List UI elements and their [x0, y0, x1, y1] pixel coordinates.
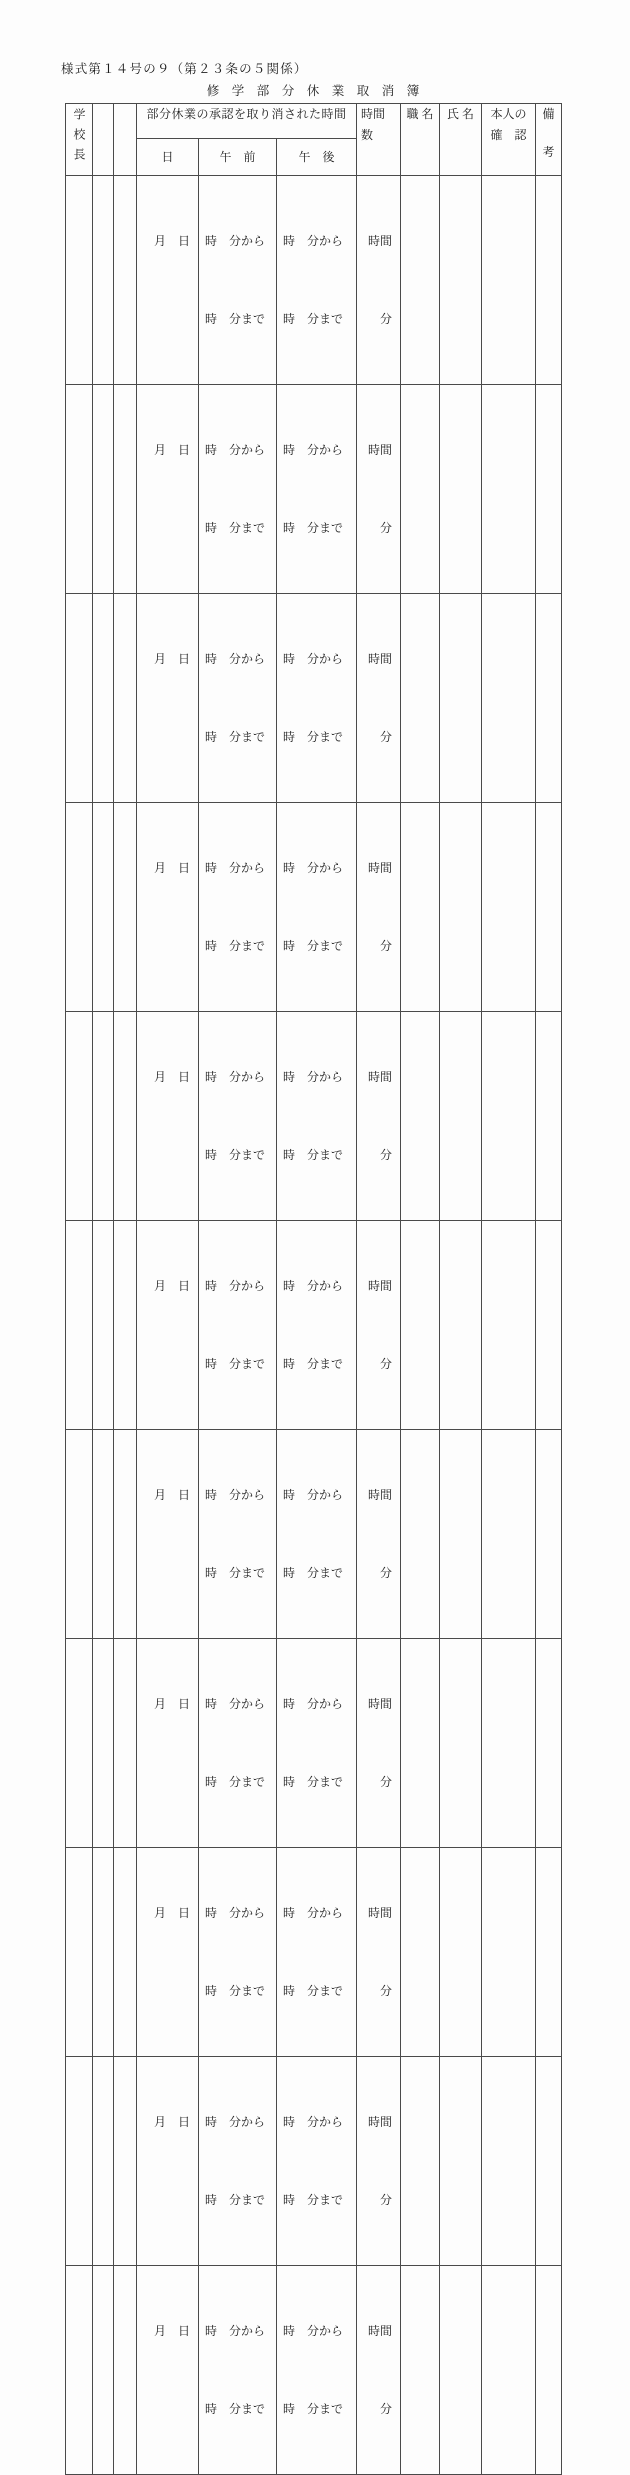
cell-pm-time — [277, 1221, 357, 1430]
pm-time-to: 時 分まで — [283, 2402, 344, 2416]
table-row — [66, 2266, 562, 2475]
date-placeholder: 月 日 — [153, 2324, 190, 2338]
cell-hours-total — [357, 1221, 401, 1430]
date-placeholder: 月 日 — [153, 861, 190, 875]
pm-time-from: 時 分から — [283, 861, 344, 875]
cell-principal-seal — [66, 1430, 93, 1639]
date-placeholder: 月 日 — [153, 443, 190, 457]
pm-time-to: 時 分まで — [283, 1148, 344, 1162]
am-time-from: 時 分から — [205, 861, 266, 875]
header-self-confirmation — [482, 104, 536, 176]
am-time-from: 時 分から — [205, 1070, 266, 1084]
cell-remarks — [536, 1430, 562, 1639]
cell-pm-time — [277, 803, 357, 1012]
pm-time-to: 時 分まで — [283, 1984, 344, 1998]
am-time-to: 時 分まで — [205, 730, 266, 744]
cell-remarks — [536, 2266, 562, 2475]
minutes-unit: 分 — [380, 1984, 393, 1998]
table-row — [66, 1012, 562, 1221]
date-placeholder: 月 日 — [153, 234, 190, 248]
cell-hours-total — [357, 2057, 401, 2266]
cell-confirmation — [482, 385, 536, 594]
pm-time-to: 時 分まで — [283, 939, 344, 953]
hours-unit: 時間 — [368, 1906, 393, 1920]
cell-blank-1 — [93, 594, 114, 803]
cell-remarks — [536, 385, 562, 594]
header-sub-am: 午 前 — [199, 139, 277, 176]
cell-blank-1 — [93, 176, 114, 385]
header-row-1 — [66, 104, 562, 139]
cell-name — [440, 803, 482, 1012]
cell-confirmation — [482, 1848, 536, 2057]
cell-principal-seal — [66, 176, 93, 385]
cell-name — [440, 2057, 482, 2266]
hours-unit: 時間 — [368, 2324, 393, 2338]
cell-blank-2 — [114, 1848, 137, 2057]
cell-date — [137, 2057, 199, 2266]
cell-blank-2 — [114, 385, 137, 594]
cell-blank-1 — [93, 803, 114, 1012]
cell-blank-1 — [93, 1012, 114, 1221]
remarks-label — [536, 104, 561, 161]
minutes-unit: 分 — [380, 312, 393, 326]
am-time-to: 時 分まで — [205, 2402, 266, 2416]
cell-principal-seal — [66, 2057, 93, 2266]
pm-time-to: 時 分まで — [283, 1566, 344, 1580]
cell-hours-total — [357, 594, 401, 803]
cell-principal-seal — [66, 1012, 93, 1221]
am-time-to: 時 分まで — [205, 939, 266, 953]
remarks-line1: 備 — [542, 107, 555, 121]
table-row — [66, 1848, 562, 2057]
hours-unit: 時間 — [368, 443, 393, 457]
cell-blank-1 — [93, 1430, 114, 1639]
table-row — [66, 2057, 562, 2266]
minutes-unit: 分 — [380, 1775, 393, 1789]
cell-name — [440, 1848, 482, 2057]
date-placeholder: 月 日 — [153, 1070, 190, 1084]
cell-hours-total — [357, 1430, 401, 1639]
form-number-label: 様式第１４号の９（第２３条の５関係） — [61, 62, 308, 76]
table-row — [66, 176, 562, 385]
table-header — [66, 104, 562, 176]
cell-principal-seal — [66, 1221, 93, 1430]
am-time-from: 時 分から — [205, 443, 266, 457]
hours-unit: 時間 — [368, 1697, 393, 1711]
cell-confirmation — [482, 1430, 536, 1639]
self-confirm-line2: 確 認 — [490, 128, 527, 142]
cell-blank-1 — [93, 2057, 114, 2266]
cell-name — [440, 594, 482, 803]
am-time-to: 時 分まで — [205, 1775, 266, 1789]
cell-blank-2 — [114, 1012, 137, 1221]
principal-label: 学校長 — [72, 108, 86, 168]
minutes-unit: 分 — [380, 2402, 393, 2416]
cell-pm-time — [277, 176, 357, 385]
header-blank-2 — [114, 104, 137, 176]
cell-name — [440, 1012, 482, 1221]
cell-blank-2 — [114, 2266, 137, 2475]
pm-time-from: 時 分から — [283, 1279, 344, 1293]
cell-blank-2 — [114, 1430, 137, 1639]
cell-name — [440, 385, 482, 594]
cell-blank-1 — [93, 1221, 114, 1430]
table-row — [66, 1430, 562, 1639]
cell-position — [401, 1848, 440, 2057]
pm-time-to: 時 分まで — [283, 1357, 344, 1371]
cell-date — [137, 1012, 199, 1221]
cell-remarks — [536, 1639, 562, 1848]
pm-time-from: 時 分から — [283, 1488, 344, 1502]
cell-principal-seal — [66, 385, 93, 594]
am-time-to: 時 分まで — [205, 2193, 266, 2207]
cell-am-time — [199, 1012, 277, 1221]
cell-confirmation — [482, 1639, 536, 1848]
cancellation-register-table — [65, 103, 562, 2475]
cell-confirmation — [482, 1221, 536, 1430]
hours-unit: 時間 — [368, 2115, 393, 2129]
cell-confirmation — [482, 803, 536, 1012]
cell-date — [137, 176, 199, 385]
cell-blank-1 — [93, 1848, 114, 2057]
am-time-to: 時 分まで — [205, 1357, 266, 1371]
cell-am-time — [199, 2266, 277, 2475]
cell-hours-total — [357, 2266, 401, 2475]
am-time-from: 時 分から — [205, 1906, 266, 1920]
cell-hours-total — [357, 176, 401, 385]
am-time-from: 時 分から — [205, 2115, 266, 2129]
cell-pm-time — [277, 2266, 357, 2475]
table-row — [66, 385, 562, 594]
cell-blank-2 — [114, 1221, 137, 1430]
cell-position — [401, 594, 440, 803]
header-blank-1 — [93, 104, 114, 176]
cell-date — [137, 1848, 199, 2057]
minutes-unit: 分 — [380, 1566, 393, 1580]
cell-name — [440, 1639, 482, 1848]
page-title: 修 学 部 分 休 業 取 消 簿 — [206, 84, 420, 98]
cell-am-time — [199, 176, 277, 385]
cell-position — [401, 1012, 440, 1221]
am-time-to: 時 分まで — [205, 1984, 266, 1998]
cell-remarks — [536, 1848, 562, 2057]
header-cancelled-time-group: 部分休業の承認を取り消された時間 — [137, 104, 357, 139]
pm-time-from: 時 分から — [283, 652, 344, 666]
hours-unit: 時間 — [368, 234, 393, 248]
am-time-from: 時 分から — [205, 234, 266, 248]
am-time-from: 時 分から — [205, 652, 266, 666]
cell-am-time — [199, 385, 277, 594]
pm-time-to: 時 分まで — [283, 312, 344, 326]
pm-time-from: 時 分から — [283, 1906, 344, 1920]
header-sub-date: 日 — [137, 139, 199, 176]
cell-blank-1 — [93, 385, 114, 594]
cell-position — [401, 1221, 440, 1430]
minutes-unit: 分 — [380, 1148, 393, 1162]
cell-blank-1 — [93, 1639, 114, 1848]
cell-principal-seal — [66, 803, 93, 1012]
cell-blank-2 — [114, 803, 137, 1012]
cell-remarks — [536, 176, 562, 385]
cell-blank-2 — [114, 594, 137, 803]
cell-date — [137, 1430, 199, 1639]
cell-hours-total — [357, 1012, 401, 1221]
header-principal — [66, 104, 93, 176]
cell-principal-seal — [66, 594, 93, 803]
minutes-unit: 分 — [380, 730, 393, 744]
hours-unit: 時間 — [368, 1488, 393, 1502]
cell-am-time — [199, 803, 277, 1012]
minutes-unit: 分 — [380, 521, 393, 535]
cell-pm-time — [277, 594, 357, 803]
cell-position — [401, 1430, 440, 1639]
cell-name — [440, 1430, 482, 1639]
pm-time-from: 時 分から — [283, 234, 344, 248]
date-placeholder: 月 日 — [153, 652, 190, 666]
header-position: 職 名 — [401, 104, 440, 176]
cell-principal-seal — [66, 1848, 93, 2057]
cell-position — [401, 2057, 440, 2266]
cell-confirmation — [482, 2266, 536, 2475]
pm-time-from: 時 分から — [283, 2115, 344, 2129]
am-time-from: 時 分から — [205, 1697, 266, 1711]
cell-am-time — [199, 2057, 277, 2266]
cell-hours-total — [357, 803, 401, 1012]
am-time-from: 時 分から — [205, 1488, 266, 1502]
pm-time-from: 時 分から — [283, 1070, 344, 1084]
header-name: 氏 名 — [440, 104, 482, 176]
date-placeholder: 月 日 — [153, 1906, 190, 1920]
table-row — [66, 1221, 562, 1430]
cell-am-time — [199, 1848, 277, 2057]
date-placeholder: 月 日 — [153, 1488, 190, 1502]
cell-remarks — [536, 2057, 562, 2266]
cell-am-time — [199, 1639, 277, 1848]
hours-unit: 時間 — [368, 861, 393, 875]
cell-am-time — [199, 594, 277, 803]
cell-am-time — [199, 1430, 277, 1639]
cell-am-time — [199, 1221, 277, 1430]
cell-name — [440, 2266, 482, 2475]
pm-time-to: 時 分まで — [283, 521, 344, 535]
cell-hours-total — [357, 385, 401, 594]
cell-pm-time — [277, 385, 357, 594]
date-placeholder: 月 日 — [153, 2115, 190, 2129]
cell-date — [137, 385, 199, 594]
am-time-to: 時 分まで — [205, 1148, 266, 1162]
cell-position — [401, 176, 440, 385]
cell-principal-seal — [66, 2266, 93, 2475]
minutes-unit: 分 — [380, 1357, 393, 1371]
cell-position — [401, 1639, 440, 1848]
table-row — [66, 1639, 562, 1848]
am-time-from: 時 分から — [205, 1279, 266, 1293]
header-hours-total — [357, 104, 401, 176]
cell-position — [401, 385, 440, 594]
table-row — [66, 594, 562, 803]
cell-pm-time — [277, 2057, 357, 2266]
cell-pm-time — [277, 1639, 357, 1848]
pm-time-to: 時 分まで — [283, 730, 344, 744]
cell-date — [137, 1639, 199, 1848]
date-placeholder: 月 日 — [153, 1697, 190, 1711]
cell-remarks — [536, 594, 562, 803]
table-body — [66, 176, 562, 2475]
cell-position — [401, 2266, 440, 2475]
am-time-to: 時 分まで — [205, 521, 266, 535]
cell-remarks — [536, 1221, 562, 1430]
hours-unit: 時間 — [368, 1279, 393, 1293]
hours-label-line1: 時間 — [361, 107, 386, 121]
date-placeholder: 月 日 — [153, 1279, 190, 1293]
cell-confirmation — [482, 594, 536, 803]
hours-unit: 時間 — [368, 652, 393, 666]
cell-principal-seal — [66, 1639, 93, 1848]
am-time-from: 時 分から — [205, 2324, 266, 2338]
pm-time-from: 時 分から — [283, 2324, 344, 2338]
cell-name — [440, 176, 482, 385]
cell-pm-time — [277, 1430, 357, 1639]
cell-date — [137, 594, 199, 803]
hours-unit: 時間 — [368, 1070, 393, 1084]
pm-time-from: 時 分から — [283, 1697, 344, 1711]
cell-date — [137, 2266, 199, 2475]
cell-date — [137, 1221, 199, 1430]
cell-hours-total — [357, 1848, 401, 2057]
cell-name — [440, 1221, 482, 1430]
cell-remarks — [536, 803, 562, 1012]
cell-blank-2 — [114, 176, 137, 385]
cell-confirmation — [482, 1012, 536, 1221]
cell-pm-time — [277, 1012, 357, 1221]
pm-time-to: 時 分まで — [283, 1775, 344, 1789]
minutes-unit: 分 — [380, 939, 393, 953]
pm-time-from: 時 分から — [283, 443, 344, 457]
cell-hours-total — [357, 1639, 401, 1848]
cell-blank-2 — [114, 1639, 137, 1848]
table-row — [66, 803, 562, 1012]
cell-position — [401, 803, 440, 1012]
hours-label-line2: 数 — [361, 128, 374, 142]
cell-blank-2 — [114, 2057, 137, 2266]
am-time-to: 時 分まで — [205, 1566, 266, 1580]
cell-date — [137, 803, 199, 1012]
header-sub-pm: 午 後 — [277, 139, 357, 176]
remarks-line2: 考 — [542, 145, 555, 159]
header-remarks — [536, 104, 562, 176]
pm-time-to: 時 分まで — [283, 2193, 344, 2207]
minutes-unit: 分 — [380, 2193, 393, 2207]
cell-remarks — [536, 1012, 562, 1221]
self-confirm-line1: 本人の — [490, 107, 527, 121]
cell-pm-time — [277, 1848, 357, 2057]
cell-blank-1 — [93, 2266, 114, 2475]
cell-confirmation — [482, 2057, 536, 2266]
cell-confirmation — [482, 176, 536, 385]
am-time-to: 時 分まで — [205, 312, 266, 326]
